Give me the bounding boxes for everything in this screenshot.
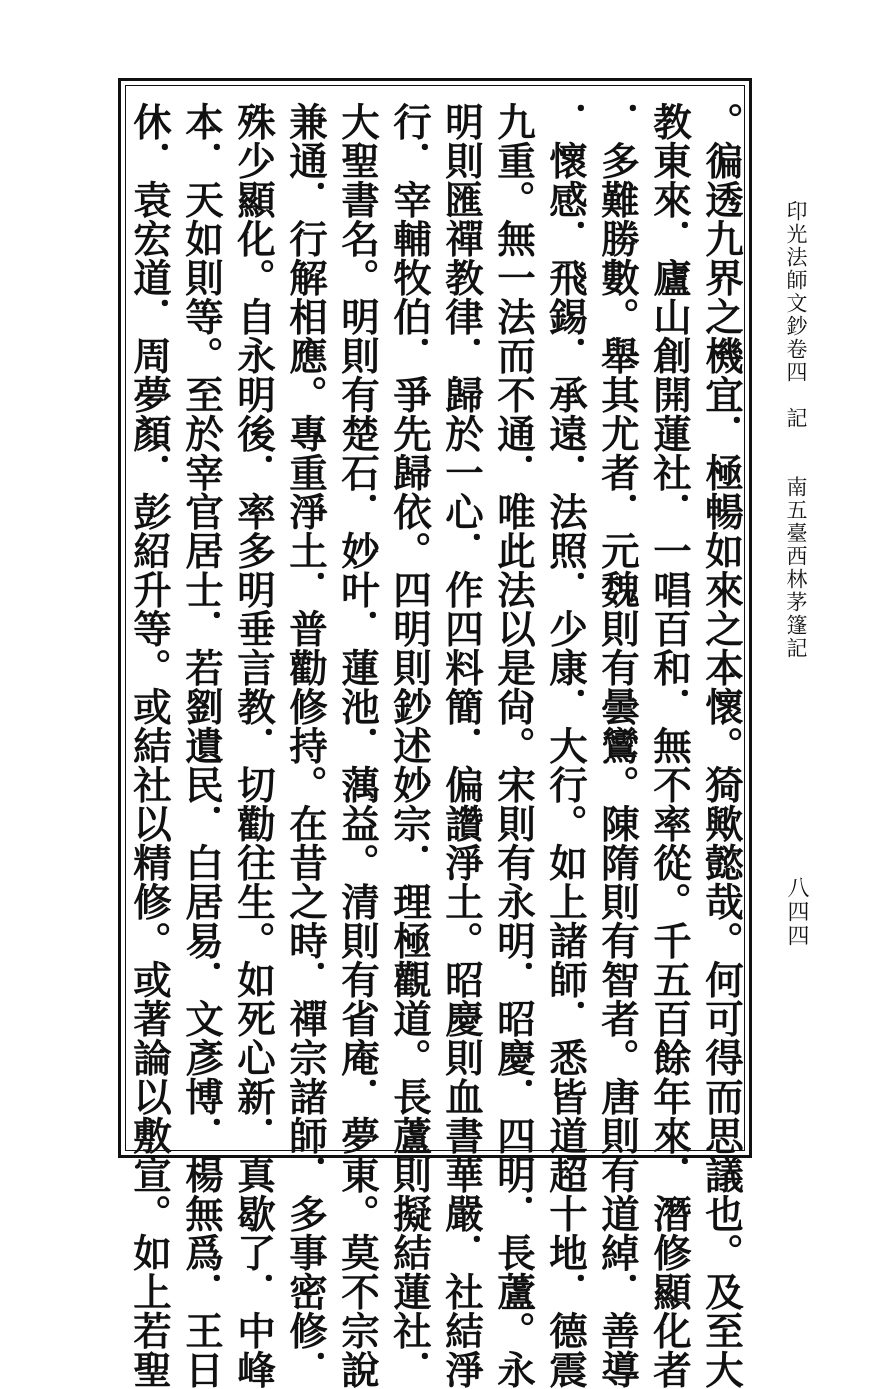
running-head: 印光法師文鈔卷四 記 南五臺西林茅篷記 — [784, 200, 808, 660]
page-number: 八四四 — [784, 876, 809, 948]
text-column-1: 。徧透九界之機宜．極暢如來之本懷。猗歟懿哉。何可得而思議也。及至大 — [699, 102, 744, 1389]
text-column-9: 兼通．行解相應。專重淨土．普勸修持。在昔之時．禪宗諸師．多事密修． — [283, 102, 328, 1389]
text-column-12: 休．袁宏道．周夢顏．彭紹升等。或結社以精修。或著論以敷宣。如上若聖 — [127, 102, 172, 1389]
text-column-2: 教東來．廬山創開蓮社．一唱百和．無不率從。千五百餘年來．潛修顯化者 — [647, 102, 692, 1389]
text-column-5: 九重。無一法而不通．唯此法以是尙。宋則有永明．昭慶．四明．長蘆。永 — [491, 102, 536, 1389]
text-column-6: 明則匯禪教律．歸於一心．作四料簡．偏讚淨土。昭慶則血書華嚴．社結淨 — [439, 102, 484, 1389]
text-column-11: 本．天如則等。至於宰官居士．若劉遺民．白居易．文彥博．楊無爲．王日 — [179, 102, 224, 1389]
text-column-4: ．懷感．飛錫．承遠．法照．少康．大行。如上諸師．悉皆道超十地．德震 — [543, 102, 588, 1389]
text-column-7: 行．宰輔牧伯．爭先歸依。四明則鈔述妙宗．理極觀道。長蘆則擬結蓮社． — [387, 102, 432, 1389]
text-column-10: 殊少顯化。自永明後．率多明垂言教．切勸往生。如死心新．真歇了．中峰 — [231, 102, 276, 1389]
main-text — [127, 102, 744, 1389]
text-column-3: ．多難勝數。舉其尤者．元魏則有曇鸞。陳隋則有智者。唐則有道綽．善導 — [595, 102, 640, 1389]
text-column-8: 大聖書名。明則有楚石．妙叶．蓮池．蕅益。清則有省庵．夢東。莫不宗說 — [335, 102, 380, 1389]
